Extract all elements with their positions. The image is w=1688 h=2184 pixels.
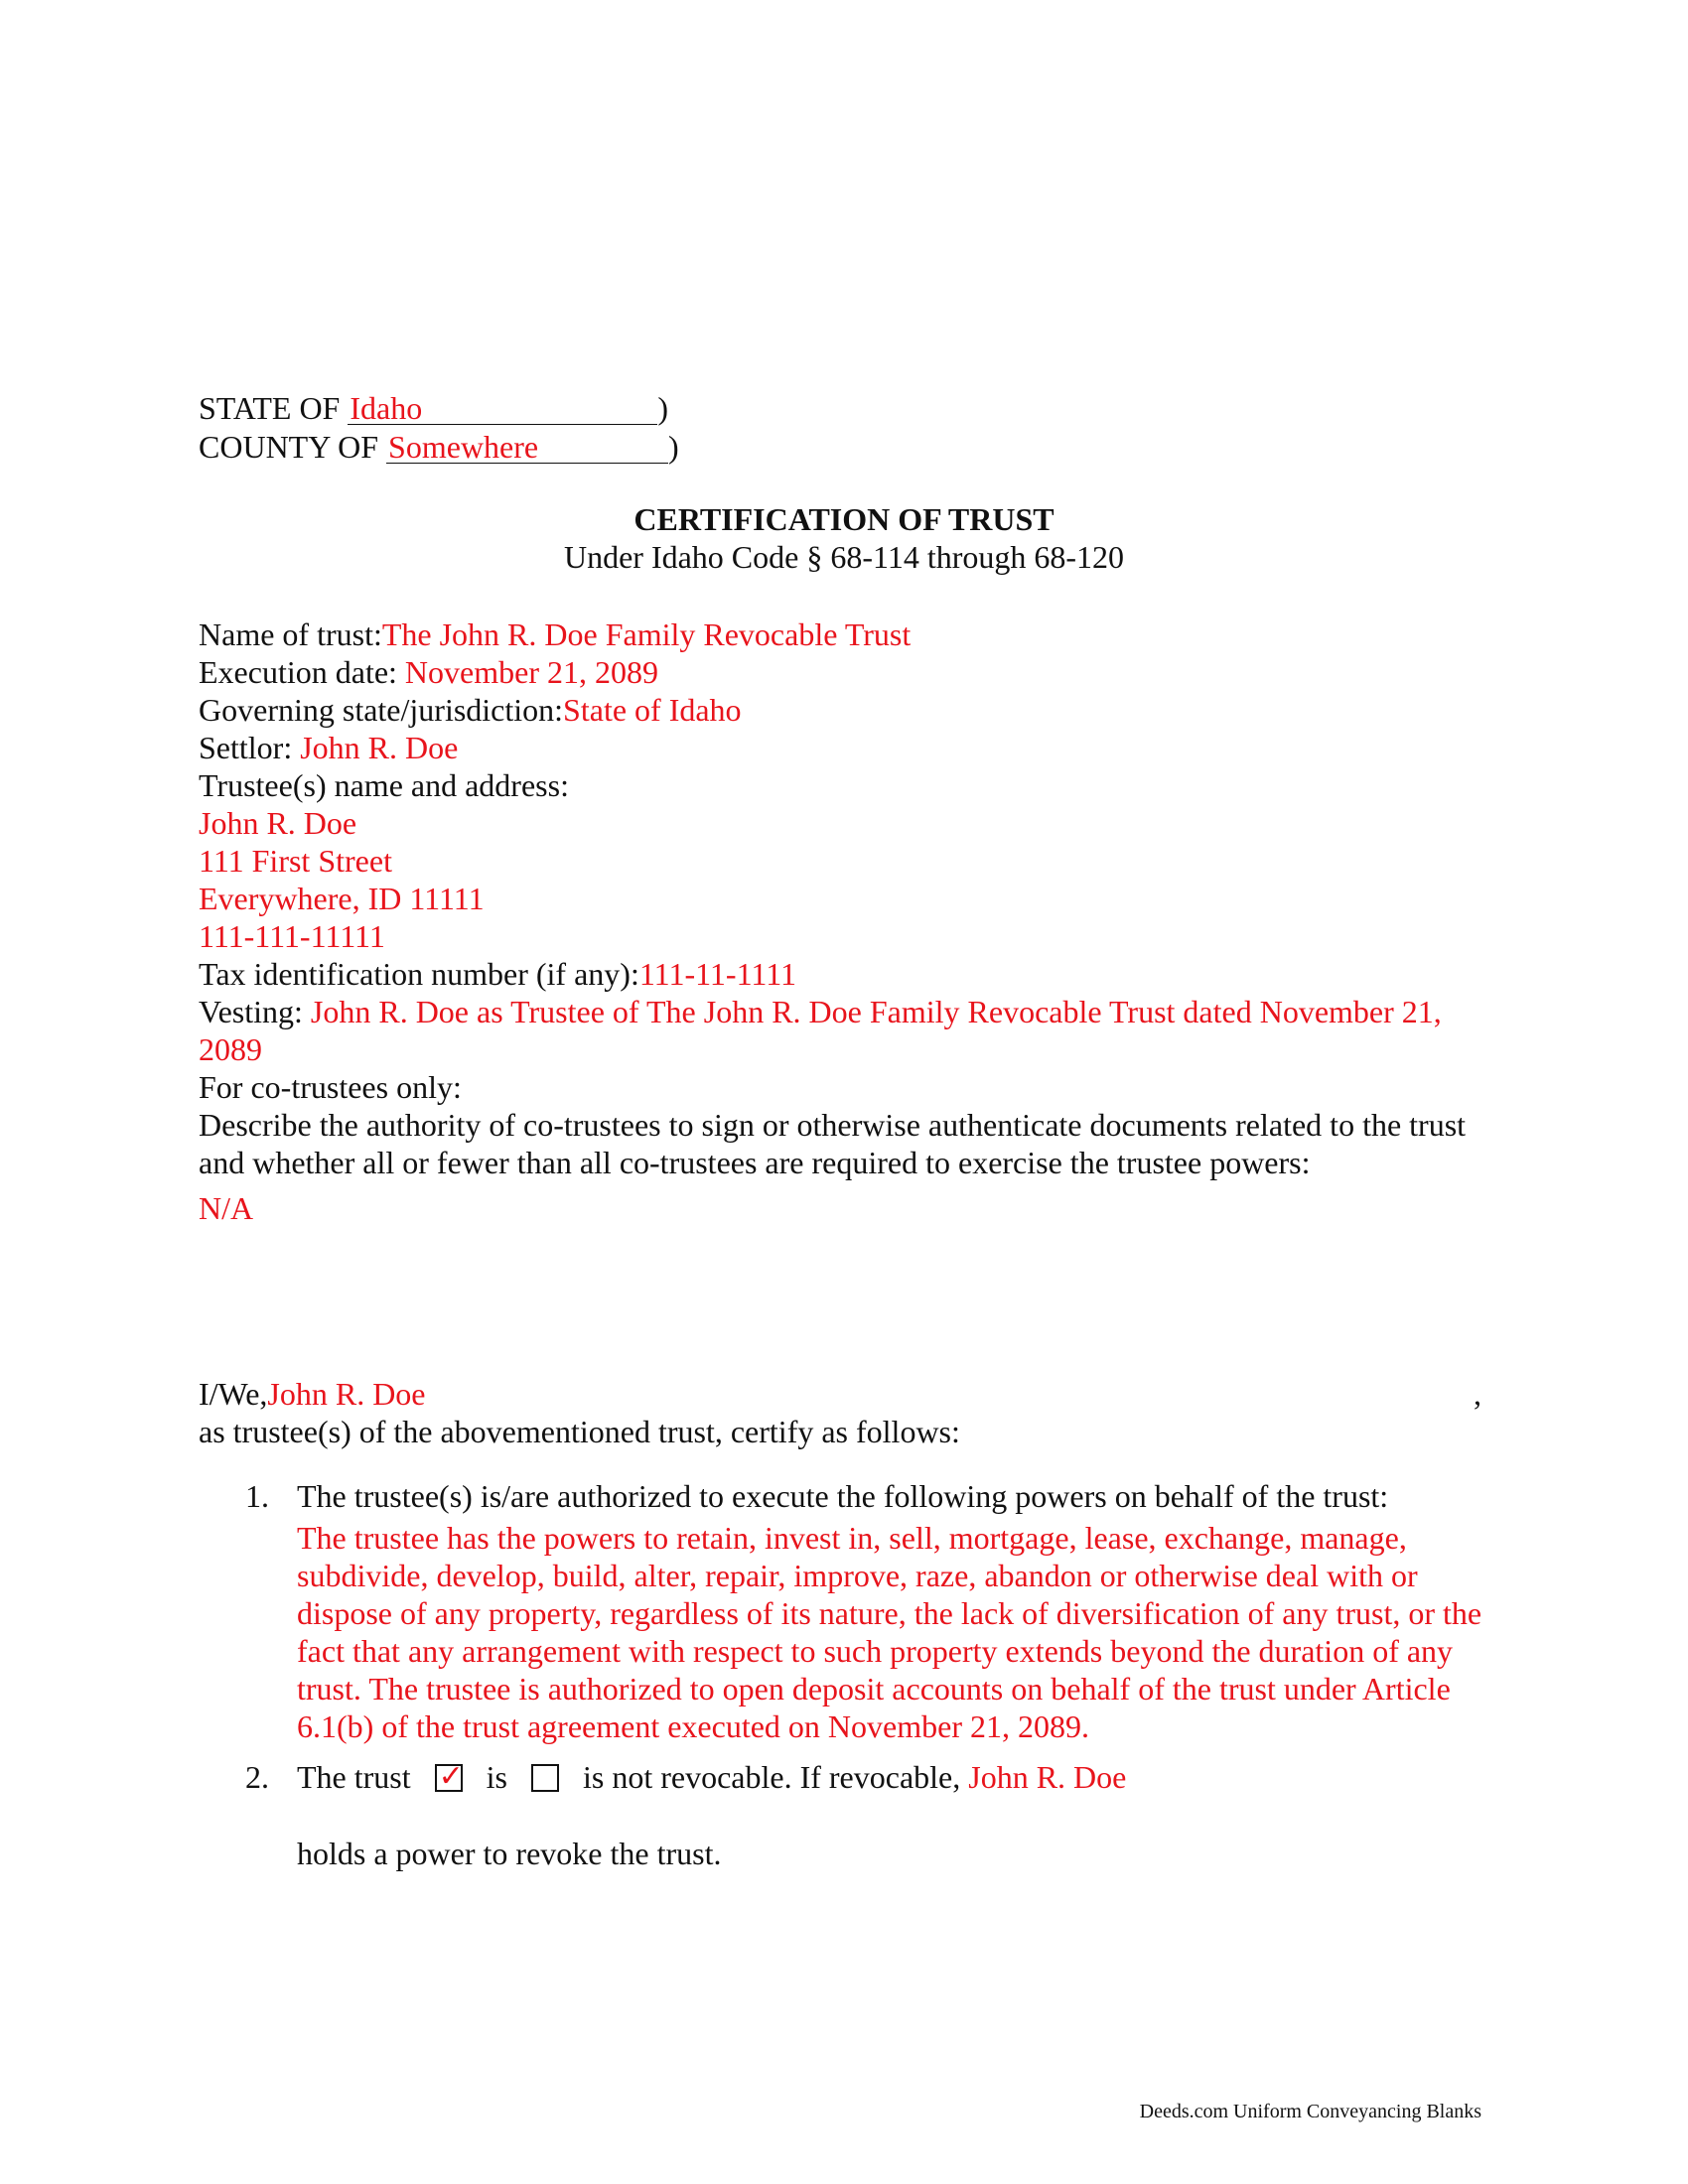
trust-name-row: [199, 615, 1489, 653]
vesting-row: [199, 993, 1489, 1068]
not-revocable-checkbox[interactable]: [531, 1764, 559, 1792]
checkmark-icon: ✓: [438, 1759, 464, 1794]
item-2-is: is: [486, 1759, 507, 1795]
county-paren: ): [668, 429, 679, 465]
item-1-lead: The trustee(s) is/are authorized to execute the following powers on behalf of the trust:: [297, 1478, 1389, 1514]
footer-text: Deeds.com Uniform Conveyancing Blanks: [1139, 2101, 1481, 2122]
settlor-label: Settlor:: [199, 730, 293, 765]
cotrustee-description: Describe the authority of co-trustees to sign or otherwise authenticate documents related to the trust and whether all or fewer than all co-trustees are required to exercise the trustee powers:: [199, 1107, 1467, 1180]
tax-id-field[interactable]: 111-11-1111: [638, 956, 797, 992]
cotrustee-field[interactable]: N/A: [199, 1190, 254, 1226]
county-field[interactable]: Somewhere: [386, 431, 668, 464]
vesting-label: Vesting:: [199, 994, 303, 1029]
iwe-field[interactable]: John R. Doe: [267, 1376, 426, 1412]
iwe-line: [199, 1375, 426, 1413]
revocable-checkbox[interactable]: [435, 1759, 464, 1794]
vesting-field[interactable]: John R. Doe as Trustee of The John R. Doe Family Revocable Trust dated November 21, 2089: [199, 994, 1442, 1067]
revoke-holder-field[interactable]: John R. Doe: [968, 1759, 1127, 1795]
county-label: COUNTY OF: [199, 429, 379, 465]
execution-date-field[interactable]: November 21, 2089: [404, 654, 658, 690]
state-field[interactable]: Idaho: [348, 392, 657, 425]
state-line: [199, 389, 668, 427]
title-block: [0, 500, 1688, 576]
iwe-label: I/We,: [199, 1376, 268, 1412]
trustee-street-field[interactable]: 111 First Street: [199, 843, 392, 879]
governing-row: [199, 691, 1489, 729]
state-label: STATE OF: [199, 390, 341, 426]
tax-id-row: [199, 955, 1489, 993]
document-subtitle: Under Idaho Code § 68-114 through 68-120: [563, 539, 1125, 575]
trustee-powers-field[interactable]: The trustee has the powers to retain, invest in, sell, mortgage, lease, exchange, manage, subdivide, develop, build, alter, repair, improve, raze, abandon or otherwise deal with or dispose of any property, regardless of its nature, the lack of diversification of any trust, or the fact that any arrangement with respect to such property extends beyond the duration of any trust. The trustee is authorized to open deposit accounts on behalf of the trust under Article 6.1(b) of the trust agreement executed on November 21, 2089.: [297, 1520, 1482, 1744]
item-2-the-trust: The trust: [297, 1759, 411, 1795]
trustee-name-field[interactable]: John R. Doe: [199, 805, 357, 841]
county-line: [199, 428, 679, 466]
item-2-line: [297, 1758, 1126, 1796]
tax-id-label: Tax identification number (if any):: [199, 956, 639, 992]
item-2-is-not: is not revocable. If revocable,: [582, 1759, 961, 1795]
settlor-field[interactable]: John R. Doe: [300, 730, 459, 765]
trust-name-label: Name of trust:: [199, 616, 382, 652]
cotrustee-label: For co-trustees only:: [199, 1069, 462, 1105]
state-paren: ): [657, 390, 668, 426]
iwe-comma: ,: [1474, 1376, 1481, 1412]
item-2-holds: holds a power to revoke the trust.: [297, 1836, 722, 1871]
item-2-number: 2.: [245, 1759, 269, 1795]
trustee-label: Trustee(s) name and address:: [199, 767, 569, 803]
settlor-row: [199, 729, 1489, 766]
item-1-number: 1.: [245, 1478, 269, 1514]
trust-info: [199, 615, 1489, 1181]
trustee-city-field[interactable]: Everywhere, ID 11111: [199, 881, 485, 916]
document-title: CERTIFICATION OF TRUST: [633, 501, 1055, 537]
trustee-phone-field[interactable]: 111-111-11111: [199, 918, 385, 954]
execution-date-row: [199, 653, 1489, 691]
execution-date-label: Execution date:: [199, 654, 397, 690]
governing-label: Governing state/jurisdiction:: [199, 692, 564, 728]
as-trustee-text: as trustee(s) of the abovementioned trust, certify as follows:: [199, 1414, 960, 1449]
trust-name-field[interactable]: The John R. Doe Family Revocable Trust: [381, 616, 912, 652]
governing-field[interactable]: State of Idaho: [563, 692, 742, 728]
